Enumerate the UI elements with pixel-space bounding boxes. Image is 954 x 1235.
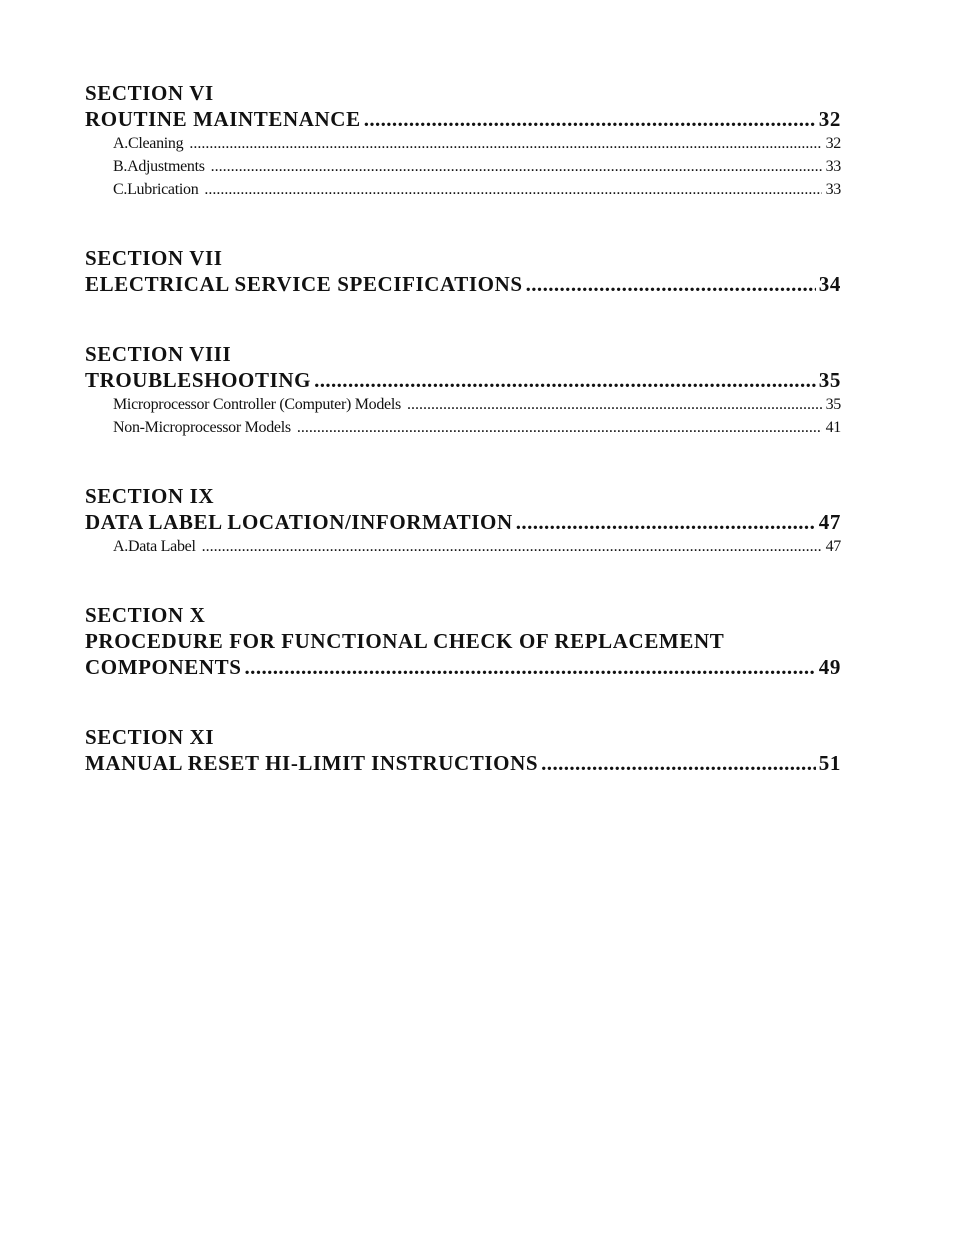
section-title-entry[interactable] (85, 106, 841, 132)
toc-section (85, 245, 841, 297)
table-of-contents (85, 80, 841, 820)
page-number: 35 (818, 368, 841, 392)
subentry-letter: A. (113, 135, 128, 152)
page-number: 32 (818, 107, 841, 131)
dot-leader (516, 509, 816, 535)
dot-leader (245, 654, 816, 680)
subentry-letter: A. (113, 538, 128, 555)
toc-subentry[interactable] (85, 155, 841, 178)
dot-leader (211, 155, 822, 178)
section-title: TROUBLESHOOTING (85, 368, 312, 392)
section-title: MANUAL RESET HI-LIMIT INSTRUCTIONS (85, 751, 539, 775)
toc-section (85, 602, 841, 680)
section-title-entry[interactable] (85, 271, 841, 297)
subentry-title: Data Label (127, 538, 196, 555)
section-label: SECTION VIII (85, 342, 232, 366)
section-title-entry[interactable] (85, 509, 841, 535)
section-label: SECTION X (85, 603, 206, 627)
subentry-letter: B. (113, 158, 128, 175)
page-number: 47 (818, 510, 841, 534)
dot-leader (297, 416, 822, 439)
toc-section (85, 341, 841, 439)
subentry-title: Adjustments (127, 158, 205, 175)
subentry-title: Microprocessor Controller (Computer) Models (113, 396, 401, 413)
toc-section (85, 80, 841, 201)
page-number: 33 (825, 181, 841, 198)
dot-leader (314, 367, 816, 393)
subentry-title: Cleaning (127, 135, 184, 152)
section-title: ELECTRICAL SERVICE SPECIFICATIONS (85, 272, 523, 296)
section-label: SECTION XI (85, 725, 215, 749)
dot-leader (541, 750, 816, 776)
section-label: SECTION VI (85, 81, 214, 105)
page-number: 41 (825, 419, 841, 436)
section-label: SECTION VII (85, 246, 223, 270)
section-title-first-line: PROCEDURE FOR FUNCTIONAL CHECK OF REPLACEMENT (85, 629, 725, 653)
subentry-title: Lubrication (127, 181, 199, 198)
section-title-entry[interactable] (85, 654, 841, 680)
section-title-entry[interactable] (85, 367, 841, 393)
toc-subentry[interactable] (85, 178, 841, 201)
subentry-title: Non-Microprocessor Models (113, 419, 291, 436)
section-title: ROUTINE MAINTENANCE (85, 107, 361, 131)
page-number: 51 (818, 751, 841, 775)
dot-leader (204, 178, 821, 201)
dot-leader (189, 132, 821, 155)
page-number: 32 (825, 135, 841, 152)
section-title: COMPONENTS (85, 655, 242, 679)
dot-leader (407, 393, 822, 416)
page-number: 35 (825, 396, 841, 413)
page-number: 49 (818, 655, 841, 679)
page-number: 33 (825, 158, 841, 175)
section-title-entry[interactable] (85, 750, 841, 776)
toc-subentry[interactable] (85, 416, 841, 439)
toc-subentry[interactable] (85, 535, 841, 558)
dot-leader (526, 271, 816, 297)
dot-leader (364, 106, 816, 132)
page-number: 47 (825, 538, 841, 555)
toc-section (85, 724, 841, 776)
toc-subentry[interactable] (85, 132, 841, 155)
dot-leader (202, 535, 822, 558)
toc-section (85, 483, 841, 558)
section-title: DATA LABEL LOCATION/INFORMATION (85, 510, 513, 534)
page-number: 34 (818, 272, 841, 296)
section-label: SECTION IX (85, 484, 215, 508)
toc-subentry[interactable] (85, 393, 841, 416)
subentry-letter: C. (113, 181, 128, 198)
